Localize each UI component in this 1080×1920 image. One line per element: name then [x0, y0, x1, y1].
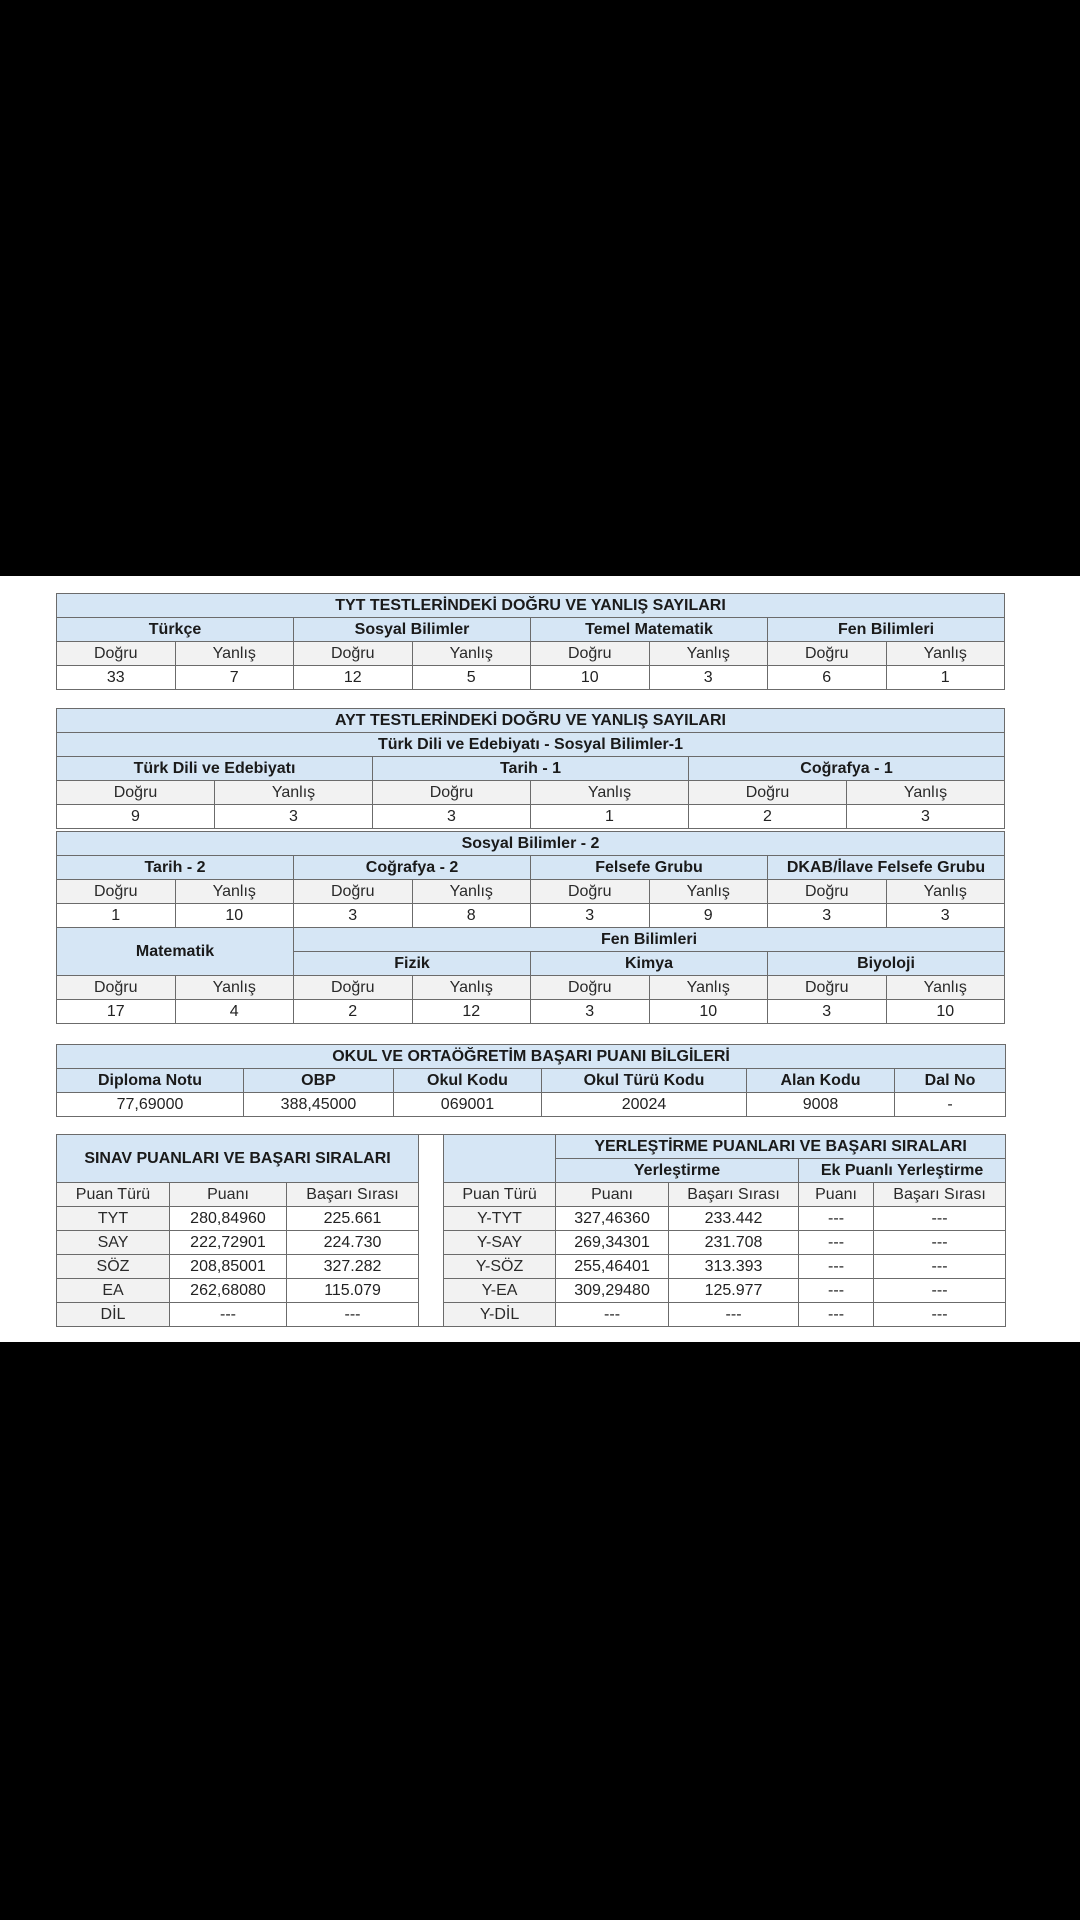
ek-puan-value: --- — [799, 1279, 874, 1303]
okul-header-diploma: Diploma Notu — [57, 1069, 244, 1093]
ayt-subject-tarih2: Tarih - 2 — [57, 856, 294, 880]
tyt-subject-turkce: Türkçe — [57, 618, 294, 642]
okul-obp: 388,45000 — [244, 1093, 394, 1117]
ayt-table-group1 — [56, 708, 1005, 829]
puan-turu: EA — [57, 1279, 170, 1303]
basari-sirasi: 233.442 — [669, 1207, 799, 1231]
puan-value: 280,84960 — [170, 1207, 287, 1231]
ayt-subject-biyoloji: Biyoloji — [768, 952, 1005, 976]
ayt-subject-matematik: Matematik — [57, 928, 294, 976]
okul-header-dal-no: Dal No — [895, 1069, 1006, 1093]
basari-sirasi: 115.079 — [287, 1279, 419, 1303]
yerlestirme-title: YERLEŞTİRME PUANLARI VE BAŞARI SIRALARI — [556, 1135, 1006, 1159]
basari-sirasi: 231.708 — [669, 1231, 799, 1255]
label-dogru: Doğru — [531, 880, 650, 904]
value-cell: 3 — [373, 805, 531, 829]
results-document — [0, 576, 1080, 1342]
label-dogru: Doğru — [768, 880, 887, 904]
value-cell: 7 — [175, 666, 294, 690]
tyt-subject-sosyal: Sosyal Bilimler — [294, 618, 531, 642]
puan-value: 269,34301 — [556, 1231, 669, 1255]
basari-sirasi: --- — [287, 1303, 419, 1327]
value-cell: 3 — [531, 1000, 650, 1024]
tyt-title: TYT TESTLERİNDEKİ DOĞRU VE YANLIŞ SAYILARI — [57, 594, 1005, 618]
label-dogru: Doğru — [768, 976, 887, 1000]
ek-header-basari: Başarı Sırası — [874, 1183, 1006, 1207]
puan-table — [56, 1134, 1006, 1327]
sinav-header-puani: Puanı — [170, 1183, 287, 1207]
puan-turu: SAY — [57, 1231, 170, 1255]
value-cell: 3 — [768, 904, 887, 928]
puan-turu: SÖZ — [57, 1255, 170, 1279]
ek-puan-value: --- — [799, 1255, 874, 1279]
label-yanlis: Yanlış — [531, 781, 689, 805]
value-cell: 6 — [768, 666, 887, 690]
value-cell: 4 — [175, 1000, 294, 1024]
value-cell: 3 — [768, 1000, 887, 1024]
label-yanlis: Yanlış — [175, 976, 294, 1000]
value-cell: 2 — [294, 1000, 413, 1024]
label-dogru: Doğru — [531, 976, 650, 1000]
ayt-group1-title: Türk Dili ve Edebiyatı - Sosyal Bilimler-1 — [57, 733, 1005, 757]
label-yanlis: Yanlış — [412, 642, 531, 666]
label-dogru: Doğru — [294, 880, 413, 904]
okul-turu-kodu: 20024 — [542, 1093, 747, 1117]
ayt-subject-cografya2: Coğrafya - 2 — [294, 856, 531, 880]
ek-puan-value: --- — [799, 1231, 874, 1255]
label-yanlis: Yanlış — [649, 642, 768, 666]
value-cell: 10 — [886, 1000, 1005, 1024]
okul-header-alan-kodu: Alan Kodu — [747, 1069, 895, 1093]
puan-value: --- — [556, 1303, 669, 1327]
value-cell: 1 — [531, 805, 689, 829]
label-yanlis: Yanlış — [886, 976, 1005, 1000]
value-cell: 17 — [57, 1000, 176, 1024]
label-dogru: Doğru — [373, 781, 531, 805]
ayt-subject-kimya: Kimya — [531, 952, 768, 976]
ayt-subject-fizik: Fizik — [294, 952, 531, 976]
value-cell: 12 — [412, 1000, 531, 1024]
label-yanlis: Yanlış — [175, 880, 294, 904]
value-cell: 2 — [689, 805, 847, 829]
puan-turu: DİL — [57, 1303, 170, 1327]
label-yanlis: Yanlış — [175, 642, 294, 666]
okul-table — [56, 1044, 1006, 1117]
yer-header-puan-turu: Puan Türü — [444, 1183, 556, 1207]
value-cell: 33 — [57, 666, 176, 690]
value-cell: 10 — [175, 904, 294, 928]
ek-basari-sirasi: --- — [874, 1207, 1006, 1231]
okul-alan-kodu: 9008 — [747, 1093, 895, 1117]
ek-basari-sirasi: --- — [874, 1279, 1006, 1303]
puan-row — [57, 1231, 1006, 1255]
yerlestirme-blank-header — [444, 1135, 556, 1183]
sinav-header-basari: Başarı Sırası — [287, 1183, 419, 1207]
puan-row — [57, 1255, 1006, 1279]
label-yanlis: Yanlış — [412, 976, 531, 1000]
value-cell: 9 — [649, 904, 768, 928]
ayt-subject-dkab: DKAB/İlave Felsefe Grubu — [768, 856, 1005, 880]
puan-value: 327,46360 — [556, 1207, 669, 1231]
tyt-subject-fen: Fen Bilimleri — [768, 618, 1005, 642]
ayt-subject-felsefe: Felsefe Grubu — [531, 856, 768, 880]
value-cell: 3 — [215, 805, 373, 829]
ek-basari-sirasi: --- — [874, 1303, 1006, 1327]
basari-sirasi: 225.661 — [287, 1207, 419, 1231]
puan-row — [57, 1279, 1006, 1303]
okul-title: OKUL VE ORTAÖĞRETİM BAŞARI PUANI BİLGİLERİ — [57, 1045, 1006, 1069]
value-cell: 3 — [531, 904, 650, 928]
basari-sirasi: 327.282 — [287, 1255, 419, 1279]
label-yanlis: Yanlış — [847, 781, 1005, 805]
label-yanlis: Yanlış — [215, 781, 373, 805]
label-dogru: Doğru — [689, 781, 847, 805]
label-dogru: Doğru — [57, 642, 176, 666]
basari-sirasi: 125.977 — [669, 1279, 799, 1303]
puan-turu: Y-SÖZ — [444, 1255, 556, 1279]
label-dogru: Doğru — [57, 880, 176, 904]
label-yanlis: Yanlış — [412, 880, 531, 904]
ek-puan-value: --- — [799, 1303, 874, 1327]
puan-turu: Y-DİL — [444, 1303, 556, 1327]
ek-basari-sirasi: --- — [874, 1231, 1006, 1255]
ayt-subject-cografya1: Coğrafya - 1 — [689, 757, 1005, 781]
puan-value: --- — [170, 1303, 287, 1327]
puan-value: 255,46401 — [556, 1255, 669, 1279]
value-cell: 1 — [57, 904, 176, 928]
ayt-fen-title: Fen Bilimleri — [294, 928, 1005, 952]
label-yanlis: Yanlış — [886, 642, 1005, 666]
puan-value: 262,68080 — [170, 1279, 287, 1303]
yer-header-puani: Puanı — [556, 1183, 669, 1207]
label-dogru: Doğru — [768, 642, 887, 666]
puan-value: 222,72901 — [170, 1231, 287, 1255]
puan-turu: Y-SAY — [444, 1231, 556, 1255]
puan-value: 309,29480 — [556, 1279, 669, 1303]
sinav-title: SINAV PUANLARI VE BAŞARI SIRALARI — [57, 1135, 419, 1183]
tyt-table — [56, 593, 1005, 690]
yer-header-basari: Başarı Sırası — [669, 1183, 799, 1207]
puan-value: 208,85001 — [170, 1255, 287, 1279]
label-dogru: Doğru — [57, 976, 176, 1000]
label-dogru: Doğru — [294, 642, 413, 666]
value-cell: 1 — [886, 666, 1005, 690]
basari-sirasi: 313.393 — [669, 1255, 799, 1279]
okul-header-obp: OBP — [244, 1069, 394, 1093]
value-cell: 8 — [412, 904, 531, 928]
basari-sirasi: 224.730 — [287, 1231, 419, 1255]
ek-puan-value: --- — [799, 1207, 874, 1231]
puan-row — [57, 1303, 1006, 1327]
value-cell: 3 — [649, 666, 768, 690]
label-dogru: Doğru — [531, 642, 650, 666]
ayt-subject-tarih1: Tarih - 1 — [373, 757, 689, 781]
yerlestirme-group2: Ek Puanlı Yerleştirme — [799, 1159, 1006, 1183]
value-cell: 5 — [412, 666, 531, 690]
okul-header-okul-turu: Okul Türü Kodu — [542, 1069, 747, 1093]
puan-row — [57, 1207, 1006, 1231]
puan-turu: TYT — [57, 1207, 170, 1231]
label-yanlis: Yanlış — [649, 976, 768, 1000]
puan-turu: Y-EA — [444, 1279, 556, 1303]
ayt-group2-title: Sosyal Bilimler - 2 — [57, 832, 1005, 856]
ayt-title: AYT TESTLERİNDEKİ DOĞRU VE YANLIŞ SAYILARI — [57, 709, 1005, 733]
sinav-header-puan-turu: Puan Türü — [57, 1183, 170, 1207]
ek-header-puani: Puanı — [799, 1183, 874, 1207]
label-dogru: Doğru — [294, 976, 413, 1000]
puan-turu: Y-TYT — [444, 1207, 556, 1231]
okul-kodu: 069001 — [394, 1093, 542, 1117]
value-cell: 3 — [294, 904, 413, 928]
label-yanlis: Yanlış — [649, 880, 768, 904]
yerlestirme-group1: Yerleştirme — [556, 1159, 799, 1183]
ayt-table-group2 — [56, 831, 1005, 1024]
label-dogru: Doğru — [57, 781, 215, 805]
tyt-subject-matematik: Temel Matematik — [531, 618, 768, 642]
basari-sirasi: --- — [669, 1303, 799, 1327]
label-yanlis: Yanlış — [886, 880, 1005, 904]
okul-header-okul-kodu: Okul Kodu — [394, 1069, 542, 1093]
value-cell: 9 — [57, 805, 215, 829]
ek-basari-sirasi: --- — [874, 1255, 1006, 1279]
value-cell: 12 — [294, 666, 413, 690]
value-cell: 3 — [886, 904, 1005, 928]
okul-dal-no: - — [895, 1093, 1006, 1117]
column-gap — [419, 1135, 444, 1327]
ayt-subject-edebiyat: Türk Dili ve Edebiyatı — [57, 757, 373, 781]
value-cell: 10 — [649, 1000, 768, 1024]
okul-diploma-notu: 77,69000 — [57, 1093, 244, 1117]
value-cell: 3 — [847, 805, 1005, 829]
value-cell: 10 — [531, 666, 650, 690]
